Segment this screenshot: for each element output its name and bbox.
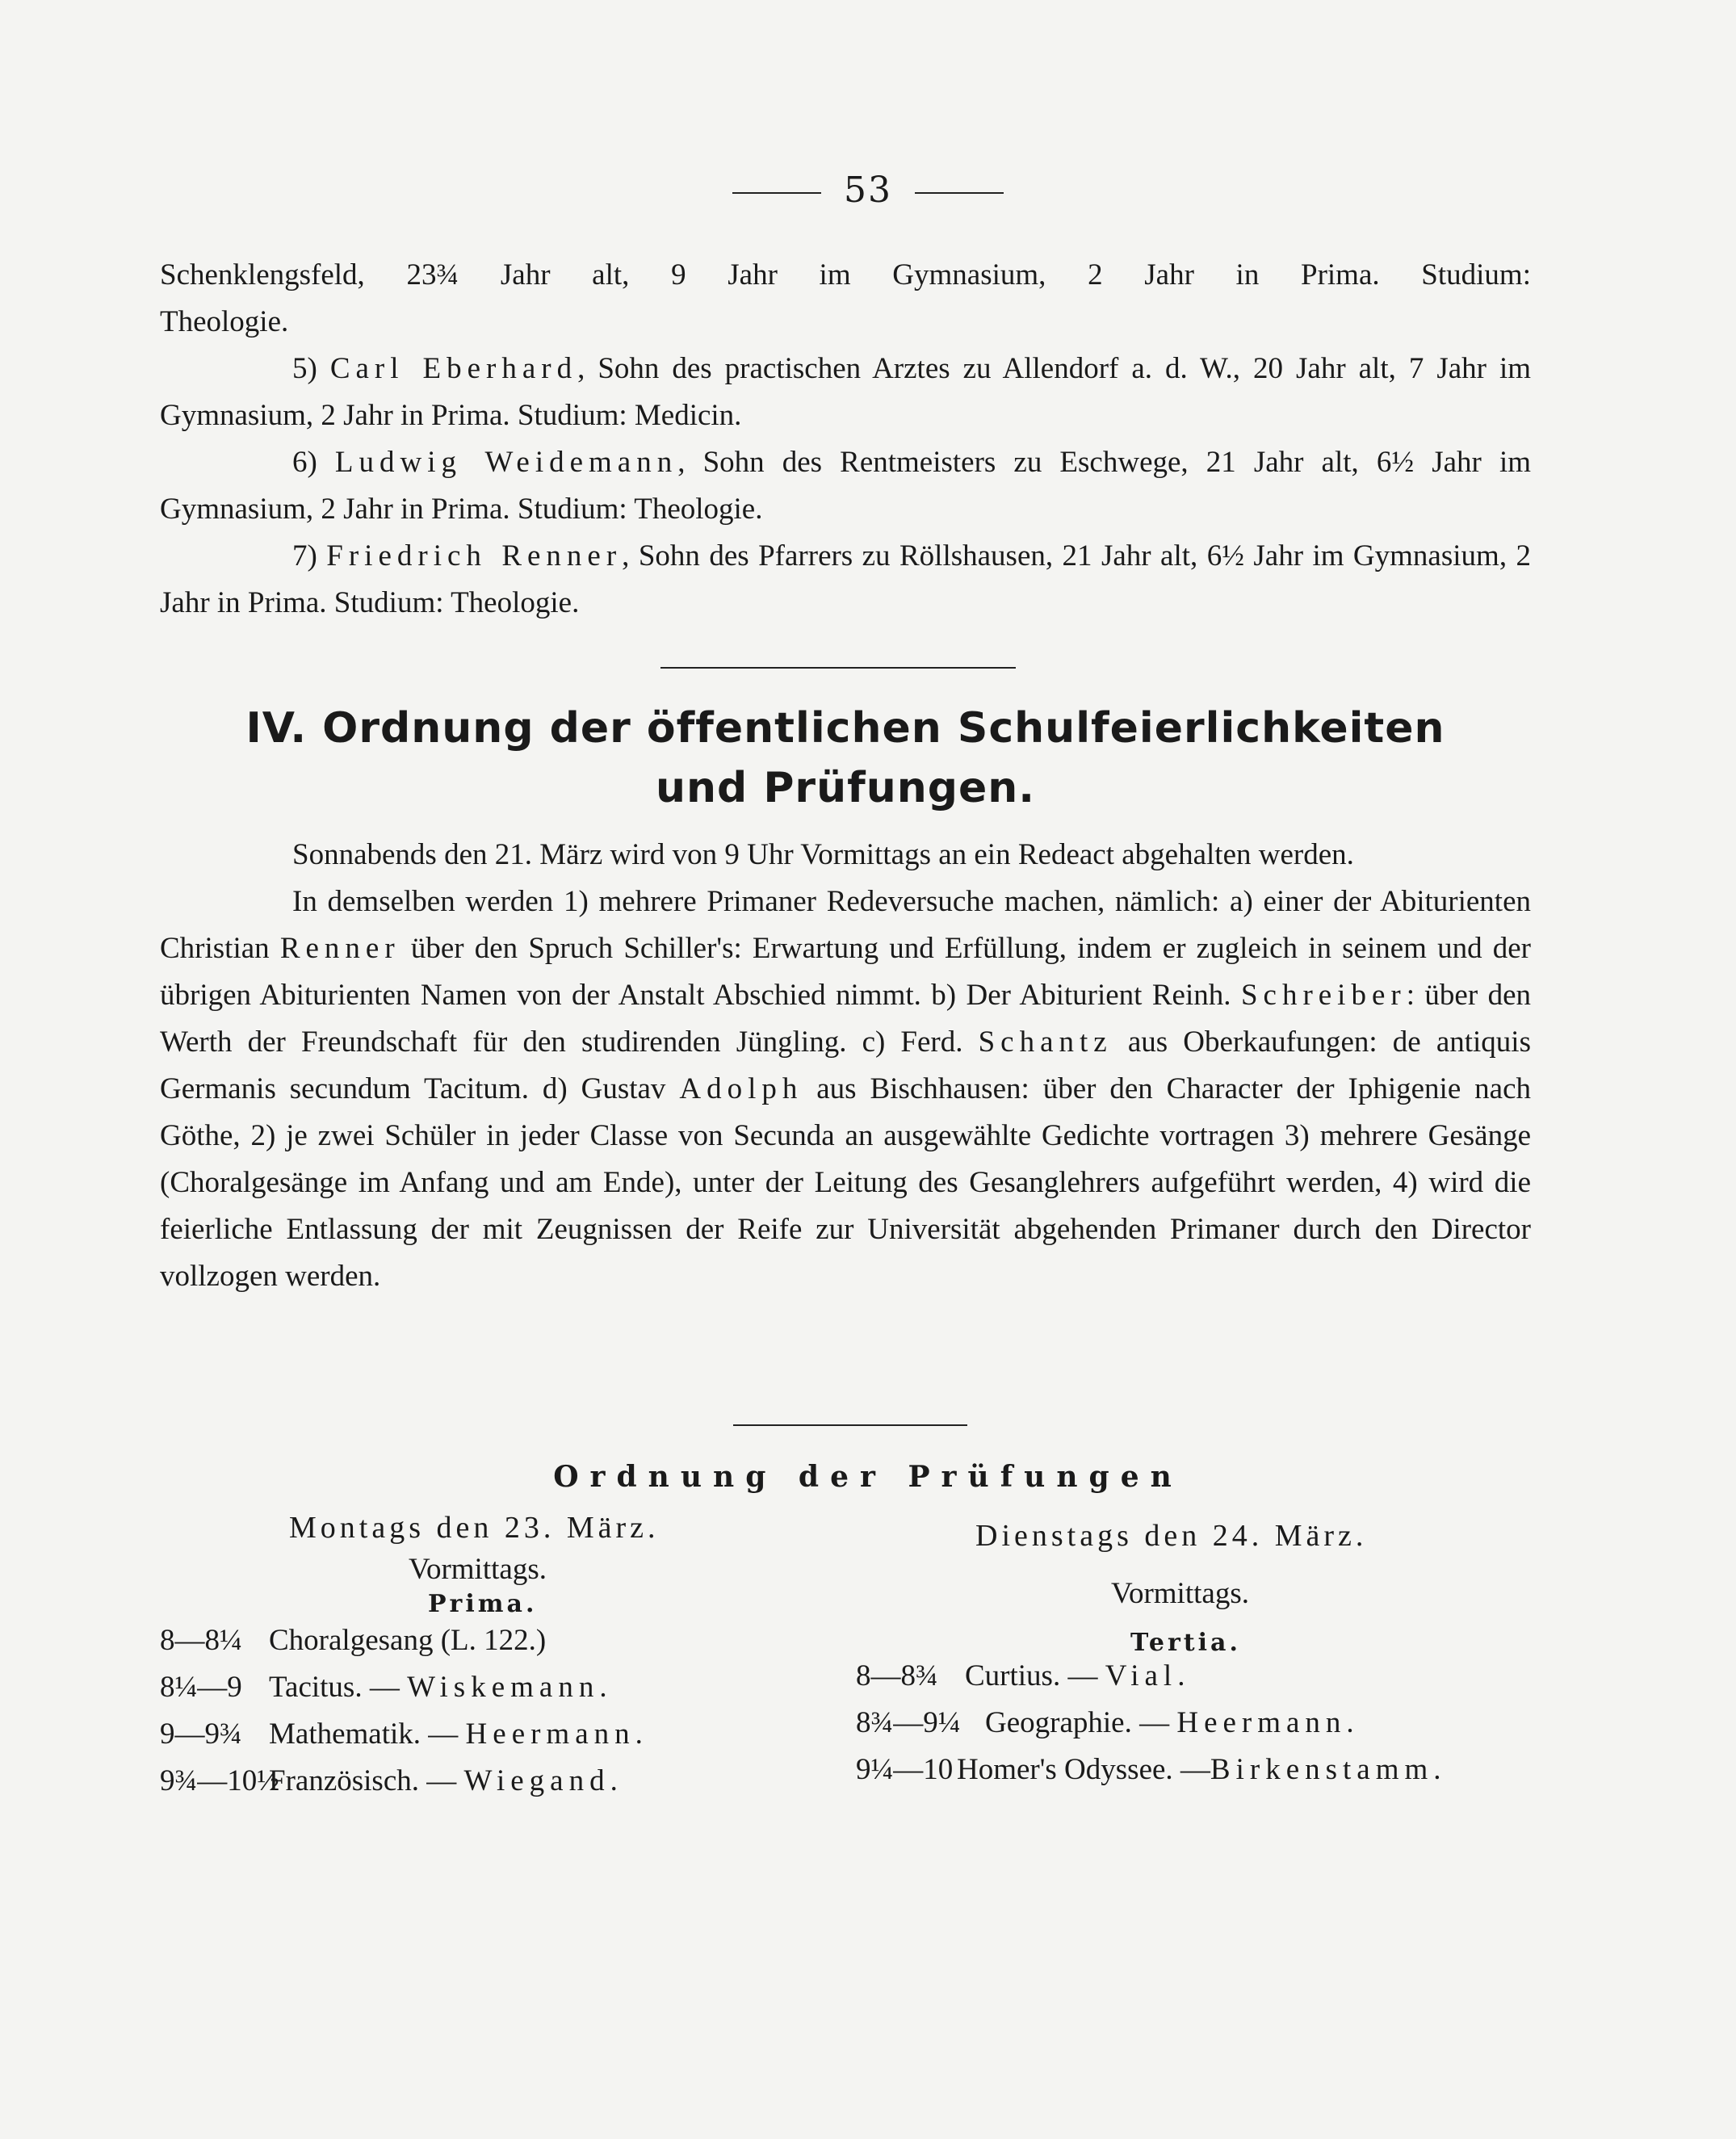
ceremony-block [160, 832, 1531, 1300]
entries-block [160, 252, 1531, 627]
schedule-row: 8—8¼ Choralgesang (L. 122.) [160, 1624, 547, 1657]
schedule-row: 9¾—10½Französisch. — Wiegand. [160, 1764, 623, 1797]
schedule-right [856, 1518, 1534, 1799]
right-time: Vormittags. [1111, 1577, 1249, 1610]
section-heading [160, 698, 1531, 818]
right-day: Dienstags den 24. März. [975, 1519, 1368, 1553]
name-schantz: Schantz [978, 1025, 1113, 1059]
right-rows [856, 1659, 1534, 1799]
schedule-row: 9¼—10 Homer's Odyssee. —Birkenstamm. [856, 1753, 1447, 1786]
section-heading-line-1: IV. Ordnung der öffentlichen Schulfeierlichkeiten [245, 704, 1445, 753]
schedule-row: 9—9¾ Mathematik. — Heermann. [160, 1717, 648, 1751]
rule-left [732, 192, 821, 194]
entry-6-name: Ludwig Weidemann [334, 446, 678, 479]
entry-7-name: Friedrich Renner [326, 539, 623, 572]
intro-line-1: Schenklengsfeld, 23¾ Jahr alt, 9 Jahr im Gymnasium, 2 Jahr in Prima. Studium: [160, 258, 1531, 291]
para-2: In demselben werden 1) mehrere Primaner Redeversuche machen, nämlich: a) einer der Abiturienten Christian Renner über den Spruch Schiller's: Erwartung und Erfüllung, indem er zugleich in seinem und der übrigen Abiturienten Namen von der Anstalt Abschied nimmt. b) Der Abiturient Reinh. Schreiber: über den Werth der Freundschaft für den studirenden Jüngling. c) Ferd. Schantz aus Oberkaufungen: de antiquis Germanis secundum Tacitum. d) Gustav Adolph aus Bischhausen: über den Character der Iphigenie nach Göthe, 2) je zwei Schüler in jeder Classe von Secunda an ausgewählte Gedichte vortragen 3) mehrere Gesänge (Choralgesänge im Anfang und am Ende), unter der Leitung des Gesanglehrers aufgeführt werden, 4) wird die feierliche Entlassung der mit Zeugnissen der Reife zur Universität abgehenden Primaner durch den Director vollzogen werden. [160, 885, 1531, 1293]
entry-5: 5) Carl Eberhard, Sohn des practischen Arztes zu Allendorf a. d. W., 20 Jahr alt, 7 Jahr im Gymnasium, 2 Jahr in Prima. Studium: Medicin. [160, 352, 1532, 432]
left-class: Prima. [428, 1590, 538, 1618]
section-heading-line-2: und Prüfungen. [655, 764, 1036, 812]
entry-6: 6) Ludwig Weidemann, Sohn des Rentmeisters zu Eschwege, 21 Jahr alt, 6½ Jahr im Gymnasium, 2 Jahr in Prima. Studium: Theologie. [160, 446, 1532, 526]
schedule-row: 8—8¾ Curtius. — Vial. [856, 1659, 1191, 1692]
exam-heading: Ordnung der Prüfungen [553, 1460, 1183, 1494]
page-number-text: 53 [844, 170, 892, 211]
exam-divider [733, 1424, 967, 1426]
left-time: Vormittags. [409, 1553, 547, 1586]
schedule-left [160, 1510, 822, 1810]
rule-right [915, 192, 1004, 194]
schedule-row: 8¼—9 Tacitus. — Wiskemann. [160, 1671, 613, 1704]
page-number [0, 170, 1736, 211]
section-divider [660, 667, 1016, 669]
intro-line-2: Theologie. [160, 305, 289, 338]
schedule-row: 8¾—9¼ Geographie. — Heermann. [856, 1706, 1360, 1739]
name-schreiber: Schreiber [1240, 979, 1407, 1012]
name-renner: Renner [279, 932, 400, 965]
entry-5-name: Carl Eberhard [329, 352, 578, 385]
right-class: Tertia. [1130, 1629, 1241, 1657]
para-1: Sonnabends den 21. März wird von 9 Uhr Vormittags an ein Redeact abgehalten werden. [292, 838, 1354, 871]
name-adolph: Adolph [679, 1072, 803, 1105]
left-day: Montags den 23. März. [289, 1511, 660, 1545]
left-rows [160, 1623, 822, 1810]
entry-7: 7) Friedrich Renner, Sohn des Pfarrers zu Röllshausen, 21 Jahr alt, 6½ Jahr im Gymnasium, 2 Jahr in Prima. Studium: Theologie. [160, 539, 1531, 619]
